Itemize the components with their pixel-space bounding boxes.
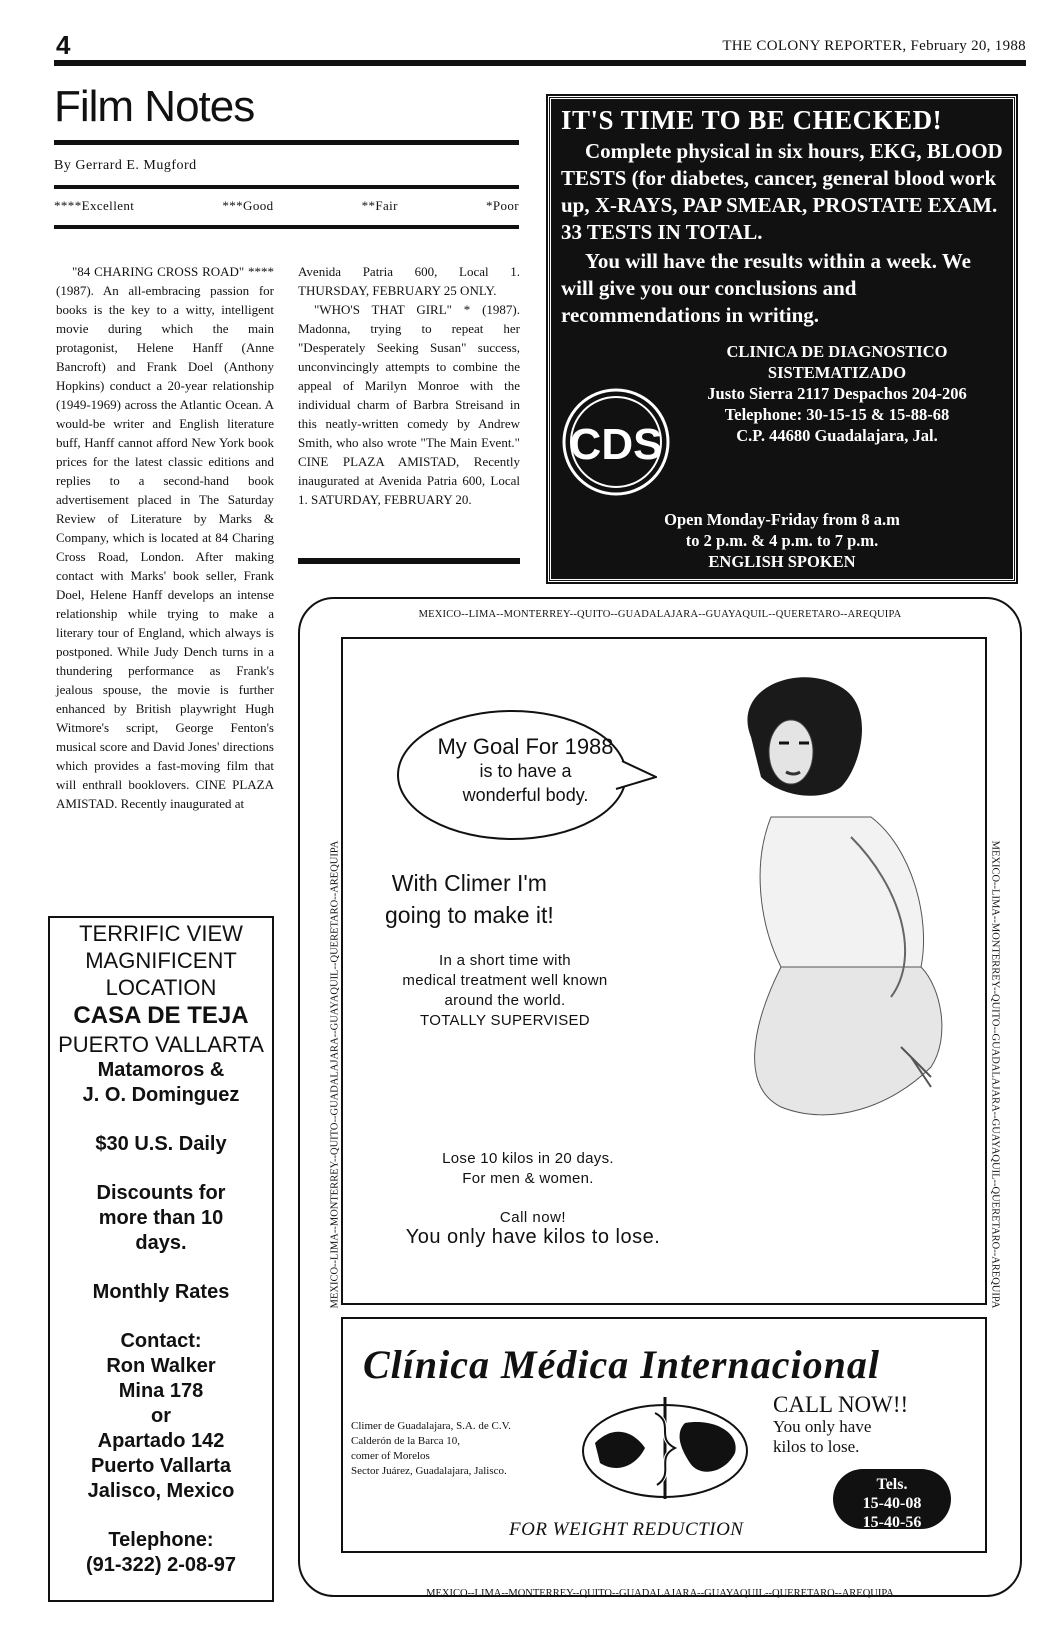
- cities-top: MEXICO--LIMA--MONTERREY--QUITO--GUADALAJARA--GUAYAQUIL--QUERETARO--AREQUIPA: [418, 609, 902, 620]
- ad-body-2: You will have the results within a week. We will give you our conclusions and recommendations in writing.: [561, 249, 971, 327]
- clinic-medica-panel: [341, 1317, 987, 1553]
- villa-discount-2: more than 10: [98, 1207, 224, 1229]
- villa-address-1: Mina 178: [118, 1380, 204, 1402]
- rating-fair: **Fair: [361, 198, 398, 213]
- villa-discount-1: Discounts for: [96, 1182, 226, 1204]
- top-rule: [54, 60, 1026, 66]
- villa-price: $30 U.S. Daily: [95, 1133, 227, 1155]
- bubble-line-1: My Goal For 1988: [437, 734, 614, 759]
- clinic-medica-address: [351, 1419, 571, 1479]
- clinic-city: C.P. 44680 Guadalajara, Jal.: [736, 426, 938, 445]
- villa-street-1: Matamoros &: [97, 1059, 225, 1081]
- treatment-line-2: medical treatment well known: [402, 972, 608, 989]
- villa-address-2: Apartado 142: [97, 1430, 225, 1452]
- villa-telephone-label: Telephone:: [108, 1529, 214, 1551]
- treatment-text: [365, 951, 645, 1031]
- page-number: 4: [56, 30, 71, 60]
- treatment-line-3: around the world.: [444, 992, 566, 1009]
- hours-line-1: Open Monday-Friday from 8 a.m: [664, 510, 900, 529]
- globe-caduceus-icon: [575, 1393, 755, 1503]
- tel-2: 15-40-56: [862, 1514, 922, 1531]
- clinic-script-name: Clínica Médica Internacional: [363, 1342, 880, 1387]
- clinic-address: Justo Sierra 2117 Despachos 204-206: [707, 384, 967, 403]
- villa-or: or: [151, 1405, 171, 1427]
- medica-addr-1: Climer de Guadalajara, S.A. de C.V.: [351, 1420, 511, 1432]
- clinic-contact: [671, 341, 1003, 497]
- clinic-name-1: CLINICA DE DIAGNOSTICO: [726, 342, 948, 361]
- cds-logo-text: CDS: [569, 420, 663, 469]
- hours-line-2: to 2 p.m. & 4 p.m. to 7 p.m.: [685, 531, 879, 550]
- column-title: Film Notes: [54, 82, 255, 131]
- weight-reduction-tagline: FOR WEIGHT REDUCTION: [509, 1519, 744, 1540]
- lose-line-1: Lose 10 kilos in 20 days.: [442, 1150, 614, 1167]
- call-now-sub-1: You only have: [773, 1417, 872, 1436]
- climer-line-1: With Climer I'm: [391, 870, 547, 896]
- legend-rule-bottom: [54, 225, 519, 229]
- ratings-legend: [54, 198, 519, 214]
- villa-line-1: TERRIFIC VIEW: [79, 921, 243, 946]
- telephone-badge: [833, 1469, 951, 1529]
- clinic-checkup-ad: [548, 96, 1016, 582]
- villa-address-3: Puerto Vallarta: [90, 1455, 232, 1477]
- clinic-hours: [561, 509, 1003, 572]
- climer-headline: [385, 867, 554, 931]
- climer-weight-ad: [298, 597, 1022, 1597]
- legend-rule-top: [54, 185, 519, 189]
- rating-excellent: ****Excellent: [54, 198, 135, 213]
- villa-discount-3: days.: [135, 1232, 187, 1254]
- bubble-line-2: is to have a: [479, 761, 572, 781]
- treatment-line-1: In a short time with: [439, 952, 571, 969]
- villa-line-2: MAGNIFICENT: [85, 948, 237, 973]
- cds-logo: [561, 387, 671, 497]
- cities-left: MEXICO--LIMA--MONTERREY--QUITO--GUADALAJARA--GUAYAQUIL--QUERETARO--AREQUIPA: [329, 840, 341, 1309]
- rating-good: ***Good: [222, 198, 274, 213]
- ad-photo-panel: [341, 637, 987, 1305]
- villa-name: CASA DE TEJA: [73, 1002, 249, 1029]
- medica-addr-2: Calderón de la Barca 10,: [351, 1435, 461, 1447]
- villa-contact-label: Contact:: [120, 1330, 202, 1352]
- speech-bubble-text: [394, 735, 657, 807]
- bubble-line-3: wonderful body.: [462, 785, 589, 805]
- lose-line-2: For men & women.: [462, 1170, 594, 1187]
- article-column-1: [56, 262, 274, 813]
- review-charing-cross: "84 CHARING CROSS ROAD" **** (1987). An all-embracing passion for books is the key to a witty, intelligent movie during which the main protagonist, Helene Hanff (Anne Bancroft) and Frank Doel (Anthony Hopkins) conduct a 20-year relationship (1949-1969) across the Atlantic Ocean. A would-be writer and English literature buff, Hanff cannot afford New York book prices for the latest classic editions and replies to a second-hand book advertisement placed in The Saturday Review of Literature by Marks & Company, which is located at 84 Charing Cross Road, London. After making contact with Marks' book seller, Frank Doel, Helene Hanff develops an intense relationship while trying to make a literary tour of England, which always is postponed. While Judy Dench turns in a thundering performance as Frank's jealous spouse, the movie is further enhanced by British playwright Hugh Witmore's script, George Fenton's musical score and David Jones' directions which provides a fast-moving film that will enthrall booklovers. CINE PLAZA AMISTAD. Recently inaugurated at: [56, 264, 274, 811]
- review-whos-that-girl: "WHO'S THAT GIRL" * (1987). Madonna, trying to repeat her "Desperately Seeking Susan" success, unconvincingly attempts to combine the appeal of Marilyn Monroe with the individual charm of Barbra Streisand in this neatly-written comedy by Andrew Smith, who also wrote "The Main Event." CINE PLAZA AMISTAD, Recently inaugurated at Avenida Patria 600, Local 1. SATURDAY, FEBRUARY 20.: [298, 302, 520, 507]
- villa-line-3: LOCATION: [105, 975, 217, 1000]
- tel-1: 15-40-08: [862, 1495, 922, 1512]
- tels-label: Tels.: [876, 1476, 908, 1493]
- masthead: THE COLONY REPORTER, February 20, 1988: [722, 38, 1026, 54]
- review-continuation: Avenida Patria 600, Local 1. THURSDAY, FEBRUARY 25 ONLY.: [298, 264, 520, 298]
- call-now-small: Call now!: [499, 1209, 567, 1226]
- cities-right: MEXICO--LIMA--MONTERREY--QUITO--GUADALAJARA--GUAYAQUIL--QUERETARO--AREQUIPA: [989, 840, 1001, 1309]
- climer-line-2: going to make it!: [385, 902, 554, 928]
- cities-bottom: MEXICO--LIMA--MONTERREY--QUITO--GUADALAJARA--GUAYAQUIL--QUERETARO--AREQUIPA: [426, 1588, 894, 1599]
- kilos-to-lose: You only have kilos to lose.: [405, 1226, 661, 1248]
- english-spoken: ENGLISH SPOKEN: [708, 552, 856, 571]
- call-now-panel: [373, 1209, 693, 1249]
- byline: By Gerrard E. Mugford: [54, 158, 197, 173]
- casa-de-teja-ad: [48, 916, 274, 1602]
- call-now-sub-2: kilos to lose.: [773, 1437, 860, 1456]
- ad-headline: IT'S TIME TO BE CHECKED!: [561, 105, 943, 135]
- lose-kilos-text: [403, 1149, 653, 1189]
- woman-photo-icon: [691, 667, 963, 1137]
- villa-contact-person: Ron Walker: [106, 1355, 216, 1377]
- villa-place: PUERTO VALLARTA: [58, 1032, 264, 1057]
- medica-addr-4: Sector Juárez, Guadalajara, Jalisco.: [351, 1465, 507, 1477]
- medica-addr-3: comer of Morelos: [351, 1450, 430, 1462]
- clinic-phone: Telephone: 30-15-15 & 15-88-68: [724, 405, 950, 424]
- villa-address-4: Jalisco, Mexico: [87, 1480, 235, 1502]
- clinic-name-2: SISTEMATIZADO: [767, 363, 907, 382]
- villa-street-2: J. O. Dominguez: [82, 1084, 240, 1106]
- treatment-line-4: TOTALLY SUPERVISED: [420, 1012, 590, 1029]
- villa-telephone: (91-322) 2-08-97: [85, 1554, 237, 1576]
- call-now-block: [773, 1393, 908, 1457]
- rating-poor: *Poor: [485, 198, 519, 213]
- column-end-rule: [298, 558, 520, 564]
- villa-monthly: Monthly Rates: [92, 1281, 230, 1303]
- ad-body: Complete physical in six hours, EKG, BLOOD TESTS (for diabetes, cancer, general blood work up, X-RAYS, PAP SMEAR, PROSTATE EXAM. 33 TESTS IN TOTAL.: [561, 139, 1003, 244]
- article-column-2: [298, 262, 520, 509]
- title-rule: [54, 140, 519, 145]
- call-now-heading: CALL NOW!!: [773, 1392, 909, 1417]
